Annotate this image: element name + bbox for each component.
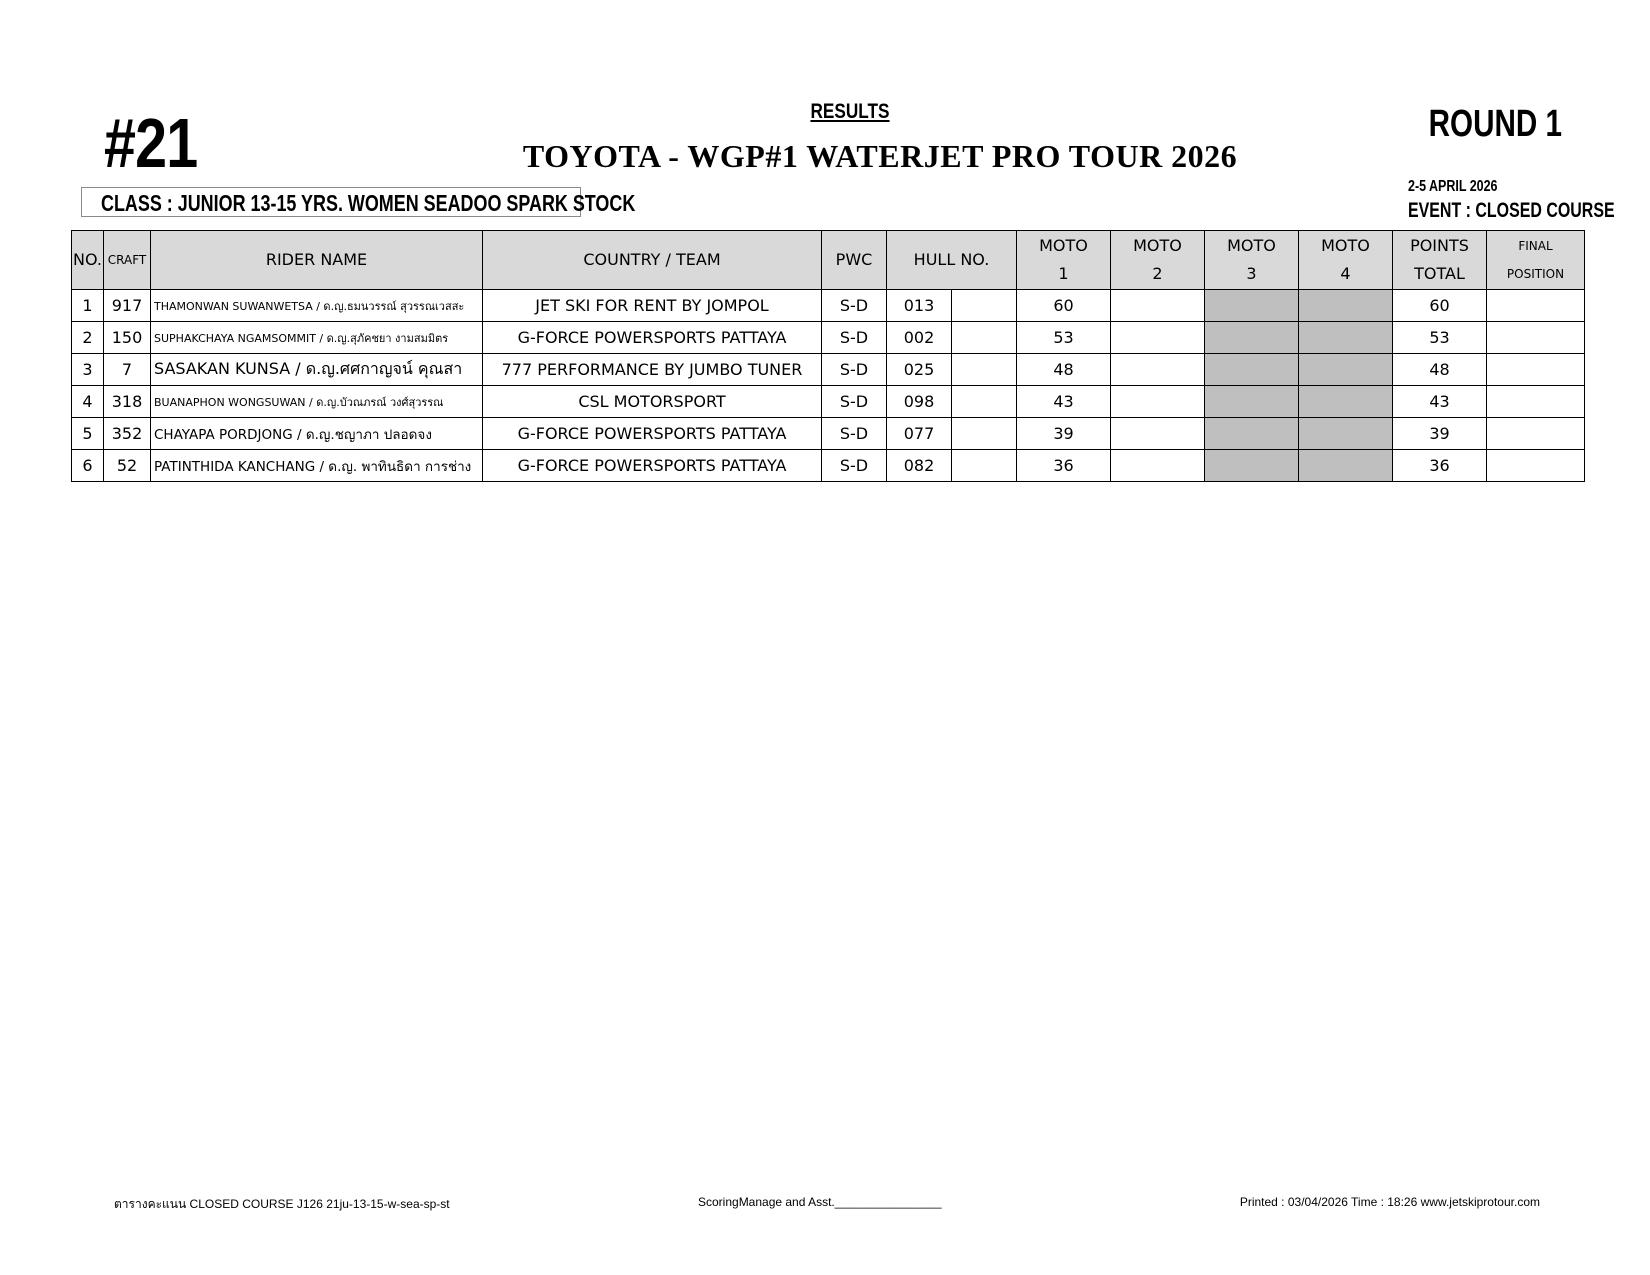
header-points-total	[1393, 231, 1487, 290]
results-label: RESULTS	[810, 100, 890, 123]
table-row	[72, 290, 1585, 322]
cell-pwc: S-D	[822, 450, 887, 482]
cell-moto-1: 53	[1017, 322, 1111, 354]
cell-moto-3	[1205, 386, 1299, 418]
moto-label: MOTO	[1227, 236, 1276, 255]
cell-final-position	[1487, 354, 1585, 386]
cell-moto-3	[1205, 322, 1299, 354]
cell-no: 3	[72, 354, 104, 386]
cell-hull-no: 002	[887, 322, 952, 354]
cell-hull-extra	[952, 290, 1017, 322]
cell-team: G-FORCE POWERSPORTS PATTAYA	[483, 322, 822, 354]
cell-craft: 150	[104, 322, 151, 354]
cell-moto-2	[1111, 354, 1205, 386]
class-box	[81, 187, 636, 217]
cell-pwc: S-D	[822, 322, 887, 354]
cell-moto-1: 39	[1017, 418, 1111, 450]
header-hull-no: HULL NO.	[887, 231, 1017, 290]
cell-team: 777 PERFORMANCE BY JUMBO TUNER	[483, 354, 822, 386]
cell-moto-4	[1299, 354, 1393, 386]
cell-no: 4	[72, 386, 104, 418]
cell-moto-3	[1205, 354, 1299, 386]
footer-printed-info: Printed : 03/04/2026 Time : 18:26 www.jetskiprotour.com	[1239, 1195, 1540, 1209]
cell-moto-2	[1111, 386, 1205, 418]
cell-moto-2	[1111, 450, 1205, 482]
cell-no: 5	[72, 418, 104, 450]
cell-pwc: S-D	[822, 290, 887, 322]
cell-craft: 52	[104, 450, 151, 482]
cell-moto-2	[1111, 418, 1205, 450]
cell-moto-3	[1205, 290, 1299, 322]
cell-moto-2	[1111, 290, 1205, 322]
cell-team: CSL MOTORSPORT	[483, 386, 822, 418]
cell-hull-extra	[952, 450, 1017, 482]
cell-points-total: 36	[1393, 450, 1487, 482]
results-table	[71, 230, 1585, 482]
cell-moto-1: 60	[1017, 290, 1111, 322]
cell-final-position	[1487, 290, 1585, 322]
cell-moto-4	[1299, 386, 1393, 418]
cell-moto-1: 36	[1017, 450, 1111, 482]
table-row	[72, 418, 1585, 450]
final-label: FINAL	[1518, 239, 1553, 253]
header-rider-name: RIDER NAME	[151, 231, 483, 290]
cell-final-position	[1487, 418, 1585, 450]
total-label: TOTAL	[1414, 264, 1465, 283]
header-moto-1	[1017, 231, 1111, 290]
cell-rider-name: CHAYAPA PORDJONG / ด.ญ.ชญาภา ปลอดจง	[151, 418, 483, 450]
cell-rider-name: SUPHAKCHAYA NGAMSOMMIT / ด.ญ.สุภัคชยา งามสมมิตร	[151, 322, 483, 354]
event-number: #21	[104, 104, 198, 182]
cell-hull-no: 082	[887, 450, 952, 482]
cell-hull-extra	[952, 386, 1017, 418]
header-pwc: PWC	[822, 231, 887, 290]
cell-hull-no: 025	[887, 354, 952, 386]
cell-moto-1: 48	[1017, 354, 1111, 386]
cell-final-position	[1487, 386, 1585, 418]
cell-hull-extra	[952, 322, 1017, 354]
event-date: 2-5 APRIL 2026	[1408, 178, 1498, 195]
footer-signature-line: ScoringManage and Asst.________________	[698, 1195, 942, 1209]
cell-moto-4	[1299, 418, 1393, 450]
cell-pwc: S-D	[822, 418, 887, 450]
cell-pwc: S-D	[822, 386, 887, 418]
cell-moto-4	[1299, 450, 1393, 482]
table-row	[72, 354, 1585, 386]
cell-no: 6	[72, 450, 104, 482]
table-row	[72, 386, 1585, 418]
cell-hull-no: 077	[887, 418, 952, 450]
cell-craft: 7	[104, 354, 151, 386]
cell-moto-1: 43	[1017, 386, 1111, 418]
event-type: EVENT : CLOSED COURSE	[1408, 199, 1615, 222]
cell-craft: 352	[104, 418, 151, 450]
cell-moto-2	[1111, 322, 1205, 354]
table-row	[72, 322, 1585, 354]
round-label: ROUND 1	[1428, 103, 1562, 145]
header-craft: CRAFT	[104, 231, 151, 290]
cell-team: G-FORCE POWERSPORTS PATTAYA	[483, 418, 822, 450]
cell-rider-name: THAMONWAN SUWANWETSA / ด.ญ.ธมนวรรณ์ สุวรรณเวสสะ	[151, 290, 483, 322]
cell-points-total: 60	[1393, 290, 1487, 322]
cell-final-position	[1487, 322, 1585, 354]
cell-moto-3	[1205, 418, 1299, 450]
cell-rider-name: BUANAPHON WONGSUWAN / ด.ญ.บัวณภรณ์ วงศ์สุวรรณ	[151, 386, 483, 418]
cell-moto-4	[1299, 290, 1393, 322]
header-moto-4	[1299, 231, 1393, 290]
cell-points-total: 48	[1393, 354, 1487, 386]
table-header-row	[72, 231, 1585, 290]
header-moto-2	[1111, 231, 1205, 290]
cell-points-total: 53	[1393, 322, 1487, 354]
header-country-team: COUNTRY / TEAM	[483, 231, 822, 290]
header-final-position	[1487, 231, 1585, 290]
cell-hull-extra	[952, 354, 1017, 386]
cell-craft: 917	[104, 290, 151, 322]
cell-rider-name: PATINTHIDA KANCHANG / ด.ญ. พาทินธิดา การช่าง	[151, 450, 483, 482]
moto-number: 4	[1340, 264, 1351, 283]
footer-document-id: ตารางคะแนน CLOSED COURSE J126 21ju-13-15-w-sea-sp-st	[114, 1197, 450, 1211]
moto-label: MOTO	[1039, 236, 1088, 255]
cell-final-position	[1487, 450, 1585, 482]
header-moto-3	[1205, 231, 1299, 290]
moto-number: 2	[1152, 264, 1163, 283]
tour-title: TOYOTA - WGP#1 WATERJET PRO TOUR 2026	[522, 138, 1238, 174]
position-label: POSITION	[1506, 267, 1565, 281]
cell-points-total: 39	[1393, 418, 1487, 450]
header-no: NO.	[72, 231, 104, 290]
cell-team: JET SKI FOR RENT BY JOMPOL	[483, 290, 822, 322]
moto-label: MOTO	[1321, 236, 1370, 255]
cell-craft: 318	[104, 386, 151, 418]
cell-points-total: 43	[1393, 386, 1487, 418]
cell-hull-no: 013	[887, 290, 952, 322]
cell-moto-4	[1299, 322, 1393, 354]
points-label: POINTS	[1410, 236, 1469, 255]
class-label: CLASS : JUNIOR 13-15 YRS. WOMEN SEADOO SPARK STOCK	[101, 190, 636, 216]
cell-no: 1	[72, 290, 104, 322]
cell-pwc: S-D	[822, 354, 887, 386]
moto-label: MOTO	[1133, 236, 1182, 255]
cell-no: 2	[72, 322, 104, 354]
cell-hull-no: 098	[887, 386, 952, 418]
moto-number: 3	[1246, 264, 1257, 283]
cell-rider-name: SASAKAN KUNSA / ด.ญ.ศศกาญจน์ คุณสา	[151, 354, 483, 386]
moto-number: 1	[1058, 264, 1069, 283]
cell-hull-extra	[952, 418, 1017, 450]
cell-team: G-FORCE POWERSPORTS PATTAYA	[483, 450, 822, 482]
table-row	[72, 450, 1585, 482]
cell-moto-3	[1205, 450, 1299, 482]
